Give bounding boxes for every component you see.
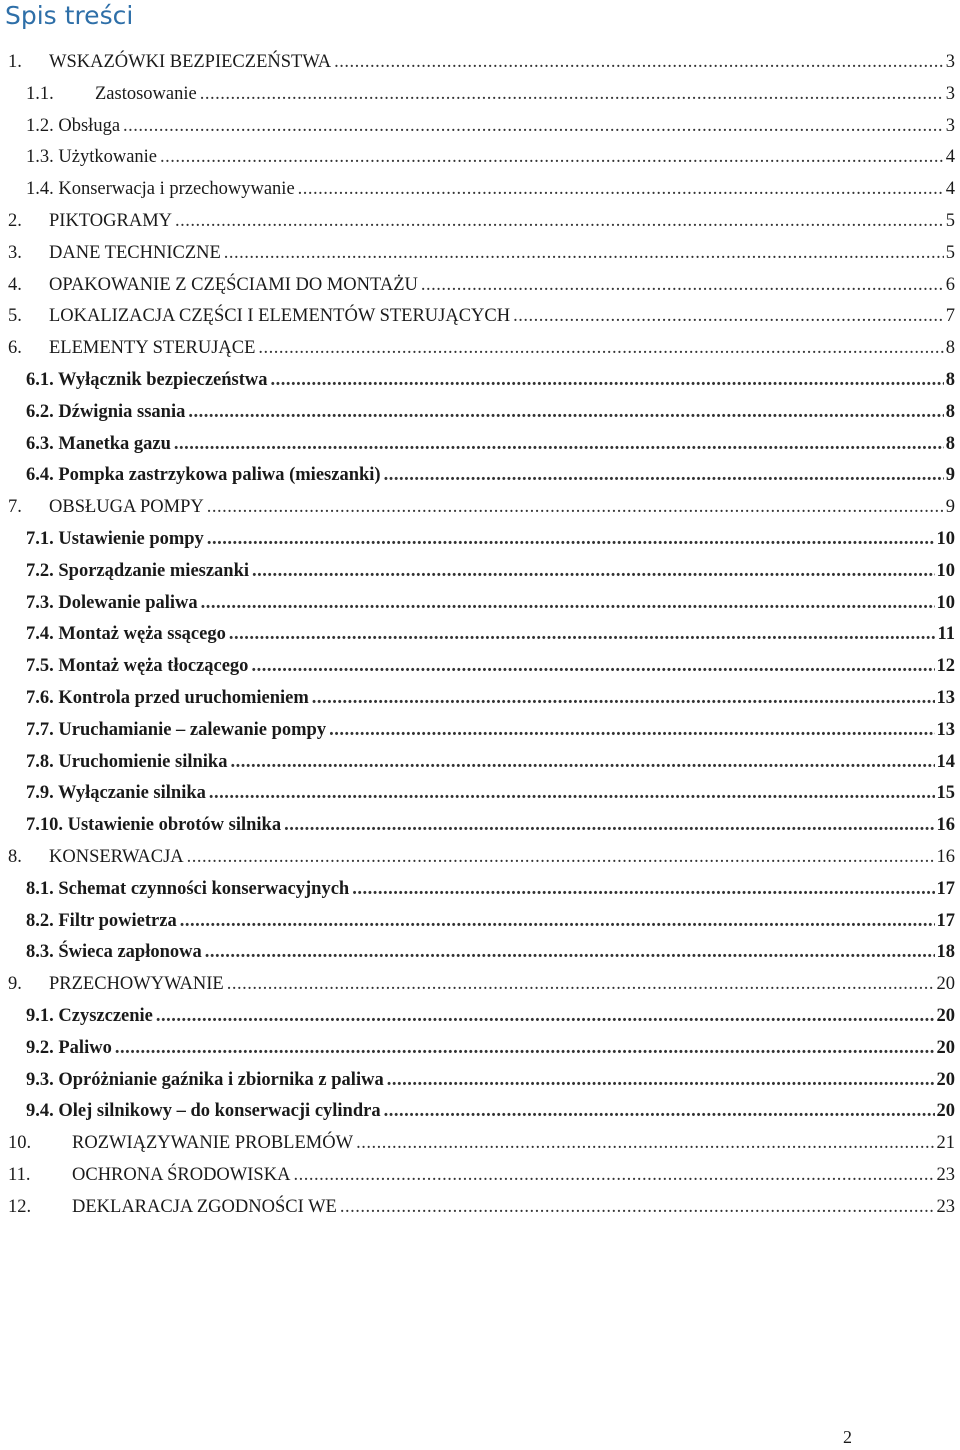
toc-entry[interactable] xyxy=(0,1192,960,1224)
toc-entry-number: 8. xyxy=(8,846,22,867)
toc-entry-page: 17 xyxy=(935,874,956,906)
toc-entry-page: 11 xyxy=(936,619,955,651)
toc-entry-page: 12 xyxy=(935,651,956,683)
toc-entry-number: 12. xyxy=(8,1196,32,1217)
toc-entry[interactable] xyxy=(0,429,960,461)
toc-entry-number: 2. xyxy=(8,210,22,231)
toc-entry-title: WSKAZÓWKI BEZPIECZEŃSTWA xyxy=(49,52,334,72)
toc-leader-dots xyxy=(251,651,934,683)
toc-entry[interactable] xyxy=(0,969,960,1001)
toc-entry-number: 4. xyxy=(8,274,22,295)
toc-leader-dots xyxy=(160,142,944,174)
toc-entry-page: 9 xyxy=(944,492,955,524)
toc-entry-title: 9.2. Paliwo xyxy=(26,1038,115,1058)
toc-entry-page: 5 xyxy=(944,206,955,238)
toc-entry[interactable] xyxy=(0,206,960,238)
toc-entry[interactable] xyxy=(0,301,960,333)
toc-entry[interactable] xyxy=(0,174,960,206)
toc-entry-page: 3 xyxy=(944,111,955,143)
toc-entry-title: OPAKOWANIE Z CZĘŚCIAMI DO MONTAŻU xyxy=(49,275,421,295)
toc-entry-page: 23 xyxy=(935,1192,956,1224)
toc-entry-page: 13 xyxy=(935,715,956,747)
toc-leader-dots xyxy=(230,747,934,779)
table-of-contents xyxy=(0,47,960,1223)
toc-entry[interactable] xyxy=(0,1128,960,1160)
toc-leader-dots xyxy=(123,111,944,143)
toc-entry-title: 6.4. Pompka zastrzykowa paliwa (mieszanki) xyxy=(26,465,384,485)
toc-entry[interactable] xyxy=(0,1065,960,1097)
toc-entry[interactable] xyxy=(0,747,960,779)
toc-entry-title: 7.10. Ustawienie obrotów silnika xyxy=(26,815,284,835)
toc-entry[interactable] xyxy=(0,778,960,810)
toc-leader-dots xyxy=(340,1192,935,1224)
page-number: 2 xyxy=(843,1427,852,1447)
toc-entry-page: 16 xyxy=(935,842,956,874)
toc-leader-dots xyxy=(384,460,944,492)
toc-leader-dots xyxy=(115,1033,935,1065)
toc-entry[interactable] xyxy=(0,524,960,556)
toc-entry-page: 10 xyxy=(935,588,956,620)
toc-leader-dots xyxy=(201,588,935,620)
toc-entry-page: 9 xyxy=(944,460,955,492)
toc-entry[interactable] xyxy=(0,1033,960,1065)
toc-entry[interactable] xyxy=(0,906,960,938)
toc-entry-page: 13 xyxy=(935,683,956,715)
toc-entry-title: KONSERWACJA xyxy=(49,847,187,867)
toc-entry-page: 10 xyxy=(935,524,956,556)
toc-leader-dots xyxy=(156,1001,935,1033)
toc-leader-dots xyxy=(229,619,936,651)
toc-entry-number: 5. xyxy=(8,306,22,327)
toc-entry-page: 17 xyxy=(935,906,956,938)
toc-leader-dots xyxy=(174,429,944,461)
toc-entry[interactable] xyxy=(0,651,960,683)
toc-leader-dots xyxy=(312,683,935,715)
toc-entry-title: 8.2. Filtr powietrza xyxy=(26,911,180,931)
toc-entry-title: 6.2. Dźwignia ssania xyxy=(26,402,188,422)
toc-entry-number: 11. xyxy=(8,1164,31,1185)
toc-entry-title: 7.5. Montaż węża tłoczącego xyxy=(26,656,251,676)
toc-entry[interactable] xyxy=(0,1160,960,1192)
toc-entry[interactable] xyxy=(0,810,960,842)
toc-entry[interactable] xyxy=(0,842,960,874)
toc-leader-dots xyxy=(224,238,944,270)
toc-leader-dots xyxy=(188,397,943,429)
toc-entry-number: 6. xyxy=(8,338,22,359)
toc-entry-page: 21 xyxy=(935,1128,956,1160)
toc-leader-dots xyxy=(387,1065,935,1097)
toc-entry-title: DEKLARACJA ZGODNOŚCI WE xyxy=(72,1197,340,1217)
toc-entry[interactable] xyxy=(0,397,960,429)
toc-entry[interactable] xyxy=(0,238,960,270)
toc-leader-dots xyxy=(329,715,934,747)
toc-entry[interactable] xyxy=(0,1096,960,1128)
toc-entry[interactable] xyxy=(0,588,960,620)
toc-entry[interactable] xyxy=(0,47,960,79)
toc-entry[interactable] xyxy=(0,556,960,588)
toc-leader-dots xyxy=(209,778,935,810)
toc-leader-dots xyxy=(175,206,944,238)
toc-entry-number: 1. xyxy=(8,52,22,72)
toc-entry-page: 20 xyxy=(935,1065,956,1097)
toc-entry-title: 7.8. Uruchomienie silnika xyxy=(26,752,230,772)
toc-entry-title: 6.3. Manetka gazu xyxy=(26,434,174,454)
toc-entry-page: 3 xyxy=(944,47,955,79)
toc-leader-dots xyxy=(227,969,935,1001)
toc-leader-dots xyxy=(258,333,943,365)
toc-leader-dots xyxy=(200,79,944,111)
toc-entry-title: ELEMENTY STERUJĄCE xyxy=(49,338,258,358)
toc-leader-dots xyxy=(384,1096,935,1128)
toc-entry-title: ROZWIĄZYWANIE PROBLEMÓW xyxy=(72,1133,356,1153)
toc-leader-dots xyxy=(271,365,944,397)
toc-entry-page: 8 xyxy=(944,333,955,365)
toc-entry[interactable] xyxy=(0,619,960,651)
toc-entry-title: PRZECHOWYWANIE xyxy=(49,974,227,994)
toc-entry-page: 20 xyxy=(935,1033,956,1065)
toc-entry-page: 18 xyxy=(935,937,956,969)
toc-entry[interactable] xyxy=(0,142,960,174)
toc-entry-title: 7.1. Ustawienie pompy xyxy=(26,529,207,549)
toc-entry-title: 8.1. Schemat czynności konserwacyjnych xyxy=(26,879,352,899)
toc-entry-title: Zastosowanie xyxy=(95,84,200,104)
toc-entry-title: 7.3. Dolewanie paliwa xyxy=(26,593,201,613)
toc-entry[interactable] xyxy=(0,683,960,715)
toc-entry-title: DANE TECHNICZNE xyxy=(49,243,224,263)
toc-entry-title: 7.4. Montaż węża ssącego xyxy=(26,624,229,644)
toc-entry[interactable] xyxy=(0,270,960,302)
toc-entry[interactable] xyxy=(0,874,960,906)
toc-entry-title: OBSŁUGA POMPY xyxy=(49,497,207,517)
toc-entry-page: 23 xyxy=(935,1160,956,1192)
toc-leader-dots xyxy=(207,524,935,556)
toc-leader-dots xyxy=(207,492,944,524)
toc-entry-page: 10 xyxy=(935,556,956,588)
toc-entry[interactable] xyxy=(0,111,960,143)
toc-entry[interactable] xyxy=(0,937,960,969)
toc-leader-dots xyxy=(187,842,935,874)
toc-leader-dots xyxy=(293,1160,934,1192)
toc-entry-title: 7.7. Uruchamianie – zalewanie pompy xyxy=(26,720,329,740)
toc-entry-title: 9.4. Olej silnikowy – do konserwacji cylindra xyxy=(26,1101,384,1121)
toc-entry-page: 20 xyxy=(935,1096,956,1128)
toc-leader-dots xyxy=(180,906,935,938)
toc-entry[interactable] xyxy=(0,365,960,397)
toc-leader-dots xyxy=(421,270,944,302)
toc-entry-number: 9. xyxy=(8,974,22,995)
toc-leader-dots xyxy=(352,874,934,906)
toc-entry-page: 20 xyxy=(935,969,956,1001)
toc-entry-title: 1.2. Obsługa xyxy=(26,116,123,136)
toc-entry-page: 8 xyxy=(944,429,955,461)
toc-entry-title: 8.3. Świeca zapłonowa xyxy=(26,942,205,962)
toc-leader-dots xyxy=(334,47,944,79)
toc-entry-page: 20 xyxy=(935,1001,956,1033)
toc-entry[interactable] xyxy=(0,460,960,492)
page-title: Spis treści xyxy=(5,1,134,30)
toc-leader-dots xyxy=(205,937,935,969)
toc-entry-title: 6.1. Wyłącznik bezpieczeństwa xyxy=(26,370,271,390)
toc-entry-page: 14 xyxy=(935,747,956,779)
toc-entry-title: PIKTOGRAMY xyxy=(49,211,175,231)
toc-entry-title: 7.2. Sporządzanie mieszanki xyxy=(26,561,252,581)
toc-entry-page: 4 xyxy=(944,142,955,174)
toc-entry-number: 10. xyxy=(8,1133,32,1154)
toc-entry[interactable] xyxy=(0,715,960,747)
toc-entry-page: 5 xyxy=(944,238,955,270)
toc-leader-dots xyxy=(252,556,934,588)
toc-leader-dots xyxy=(513,301,944,333)
toc-entry-title: 1.4. Konserwacja i przechowywanie xyxy=(26,179,298,199)
toc-entry-number: 1.1. xyxy=(26,83,54,104)
toc-entry-number: 7. xyxy=(8,497,22,518)
toc-entry-page: 3 xyxy=(944,79,955,111)
toc-leader-dots xyxy=(284,810,934,842)
toc-entry-page: 4 xyxy=(944,174,955,206)
toc-entry-title: 7.9. Wyłączanie silnika xyxy=(26,783,209,803)
toc-entry-page: 7 xyxy=(944,301,955,333)
toc-entry-title: LOKALIZACJA CZĘŚCI I ELEMENTÓW STERUJĄCYCH xyxy=(49,306,513,326)
toc-entry-page: 16 xyxy=(935,810,956,842)
toc-entry-title: 9.1. Czyszczenie xyxy=(26,1006,156,1026)
toc-entry-number: 3. xyxy=(8,242,22,263)
toc-leader-dots xyxy=(298,174,944,206)
toc-entry-title: OCHRONA ŚRODOWISKA xyxy=(72,1165,293,1185)
toc-entry[interactable] xyxy=(0,1001,960,1033)
toc-entry[interactable] xyxy=(0,333,960,365)
toc-entry-page: 8 xyxy=(944,365,955,397)
toc-entry[interactable] xyxy=(0,79,960,111)
toc-entry-title: 7.6. Kontrola przed uruchomieniem xyxy=(26,688,312,708)
toc-entry[interactable] xyxy=(0,492,960,524)
toc-entry-title: 1.3. Użytkowanie xyxy=(26,147,160,167)
toc-entry-page: 15 xyxy=(935,778,956,810)
toc-entry-page: 8 xyxy=(944,397,955,429)
toc-entry-page: 6 xyxy=(944,270,955,302)
toc-entry-title: 9.3. Opróżnianie gaźnika i zbiornika z paliwa xyxy=(26,1070,387,1090)
toc-leader-dots xyxy=(356,1128,934,1160)
